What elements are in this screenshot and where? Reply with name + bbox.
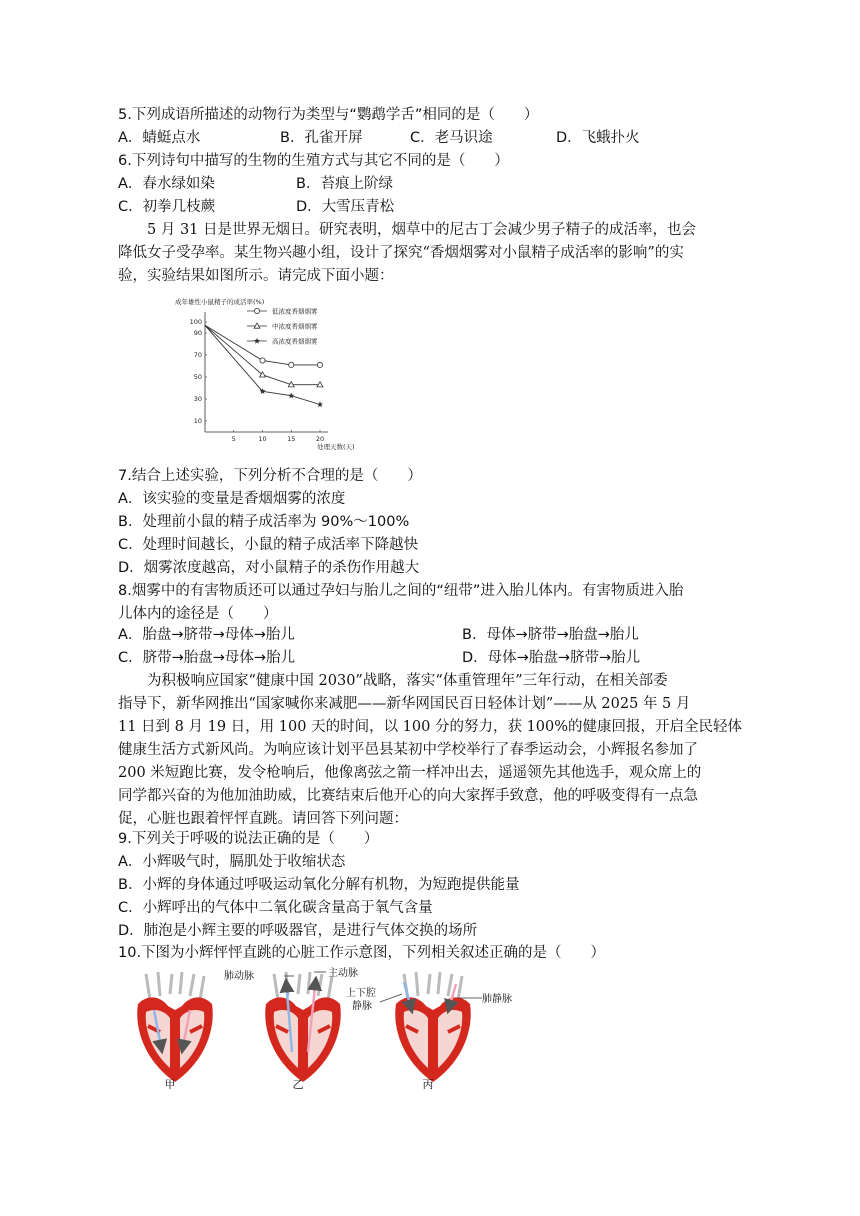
chart-y-tick-label: 100 [189, 318, 202, 327]
panel-label-yi: 乙 [292, 1078, 304, 1091]
passage1-line-3: 验，实验结果如图所示。请完成下面小题： [118, 268, 394, 284]
label-vena-cava-line-1: 上下腔 [346, 988, 376, 999]
chart-y-tick-label: 90 [193, 329, 202, 338]
q7-option-b: B．处理前小鼠的精子成活率为 90%～100% [118, 514, 410, 530]
heart-panel-bing [346, 972, 512, 1091]
panel-label-bing: 丙 [422, 1078, 434, 1091]
chart-legend-label: 低浓度香烟烟雾 [272, 307, 318, 316]
heart-panel-jia [137, 972, 212, 1091]
chart-legend-label: 高浓度香烟烟雾 [272, 337, 318, 346]
q8-option-b: B．母体→脐带→胎盘→胎儿 [462, 627, 639, 643]
q8-option-c: C．脐带→胎盘→母体→胎儿 [118, 650, 296, 666]
passage2-line-6: 同学都兴奋的为他加油助威，比赛结束后他开心的向大家挥手致意，他的呼吸变得有一点急 [118, 788, 698, 804]
passage1-line-2: 降低女子受孕率。某生物兴趣小组，设计了探究“香烟烟雾对小鼠精子成活率的影响”的实 [118, 245, 684, 261]
q7-option-c: C．处理时间越长，小鼠的精子成活率下降越快 [118, 537, 419, 553]
label-aorta: 主动脉 [328, 968, 358, 979]
q9-option-a: A．小辉吸气时，膈肌处于收缩状态 [118, 854, 346, 870]
q6-option-a: A．春水绿如染 [118, 176, 215, 192]
passage2-line-3: 11 日到 8 月 19 日，用 100 天的时间，以 100 分的努力，获 100%的健康回报，开启全民轻体 [118, 719, 743, 735]
q10-stem: 10.下图为小辉怦怦直跳的心脏工作示意图，下列相关叙述正确的是（ ） [118, 945, 606, 961]
chart-y-tick-label: 10 [193, 417, 202, 426]
chart-point-circle [254, 308, 259, 313]
chart-legend [247, 306, 318, 345]
q8-option-a: A．胎盘→脐带→母体→胎儿 [118, 627, 295, 643]
q8-option-d: D．母体→胎盘→脐带→胎儿 [462, 650, 641, 666]
q6-option-d: D．大雪压青松 [296, 199, 395, 215]
q6-option-c: C．初拳几枝蕨 [118, 199, 216, 215]
passage2-line-5: 200 米短跑比赛，发令枪响后，他像离弦之箭一样冲出去，遥遥领先其他选手，观众席上的 [118, 765, 702, 781]
chart-y-tick-label: 70 [193, 351, 202, 360]
q6-stem: 6.下列诗句中描写的生物的生殖方式与其它不同的是（ ） [118, 153, 509, 169]
chart-y-tick-label: 30 [193, 395, 202, 404]
q9-option-d: D．肺泡是小辉主要的呼吸器官，是进行气体交换的场所 [118, 923, 478, 939]
chart-point-circle [289, 362, 294, 367]
q5-option-c: C．老马识途 [410, 130, 493, 146]
chart-point-star [317, 401, 323, 407]
q5-stem: 5.下列成语所描述的动物行为类型与“鹦鹉学舌”相同的是（ ） [118, 107, 539, 123]
label-pulmonary-vein: 肺静脉 [482, 994, 512, 1005]
chart-point-circle [260, 358, 265, 363]
chart-legend-label: 中浓度香烟烟雾 [272, 322, 318, 331]
chart-x-tick-label: 10 [258, 435, 267, 443]
chart-x-tick-label: 20 [315, 435, 325, 443]
q6-option-b: B．苔痕上阶绿 [296, 176, 393, 192]
q7-option-a: A．该实验的变量是香烟烟雾的浓度 [118, 491, 346, 507]
chart-point-circle [317, 362, 322, 367]
passage2-line-7: 促，心脏也跟着怦怦直跳。请回答下列问题： [118, 811, 408, 827]
q5-option-a: A．蜻蜓点水 [118, 130, 201, 146]
q7-stem: 7.结合上述实验，下列分析不合理的是（ ） [118, 468, 422, 484]
passage2-line-1: 为积极响应国家“健康中国 2030”战略，落实“体重管理年”三年行动，在相关部委 [147, 673, 668, 689]
label-pulmonary-artery: 肺动脉 [224, 971, 254, 982]
passage1-line-1: 5 月 31 日是世界无烟日。研究表明，烟草中的尼古丁会减少男子精子的成活率，也会 [147, 222, 697, 238]
heart-diagram [128, 964, 528, 1094]
q9-option-b: B．小辉的身体通过呼吸运动氧化分解有机物，为短跑提供能量 [118, 877, 520, 893]
chart-y-tick-label: 50 [193, 373, 202, 382]
chart-xlabel: 处理天数(天) [317, 443, 355, 451]
q9-stem: 9.下列关于呼吸的说法正确的是（ ） [118, 831, 379, 847]
q8-stem-line-1: 8.烟雾中的有害物质还可以通过孕妇与胎儿之间的“纽带”进入胎儿体内。有害物质进入胎 [118, 583, 684, 599]
chart-x-tick-label: 15 [287, 435, 296, 443]
heart-panel-yi [224, 966, 358, 1091]
chart-x-tick-label: 5 [231, 435, 236, 443]
chart-series-1 [205, 325, 323, 367]
q5-option-b: B．孔雀开屏 [280, 130, 363, 146]
label-vena-cava-line-2: 静脉 [352, 1001, 372, 1012]
sperm-survival-line-chart [175, 294, 365, 454]
passage2-line-4: 健康生活方式新风尚。为响应该计划平邑县某初中学校举行了春季运动会，小辉报名参加了 [118, 742, 698, 758]
q7-option-d: D．烟雾浓度越高，对小鼠精子的杀伤作用越大 [118, 560, 420, 576]
q9-option-c: C．小辉呼出的气体中二氧化碳含量高于氧气含量 [118, 900, 433, 916]
chart-point-star [254, 338, 260, 344]
q5-option-d: D．飞蛾扑火 [556, 130, 640, 146]
chart-point-star [288, 393, 294, 399]
chart-series-2 [205, 325, 323, 387]
chart-ylabel: 成年雄性小鼠精子的成活率(%) [175, 298, 265, 306]
passage2-line-2: 指导下，新华网推出“国家喊你来减肥——新华网国民百日轻体计划”——从 2025 年 5 月 [118, 696, 691, 712]
panel-label-jia: 甲 [164, 1078, 176, 1091]
q8-stem-line-2: 儿体内的途径是（ ） [118, 606, 278, 622]
